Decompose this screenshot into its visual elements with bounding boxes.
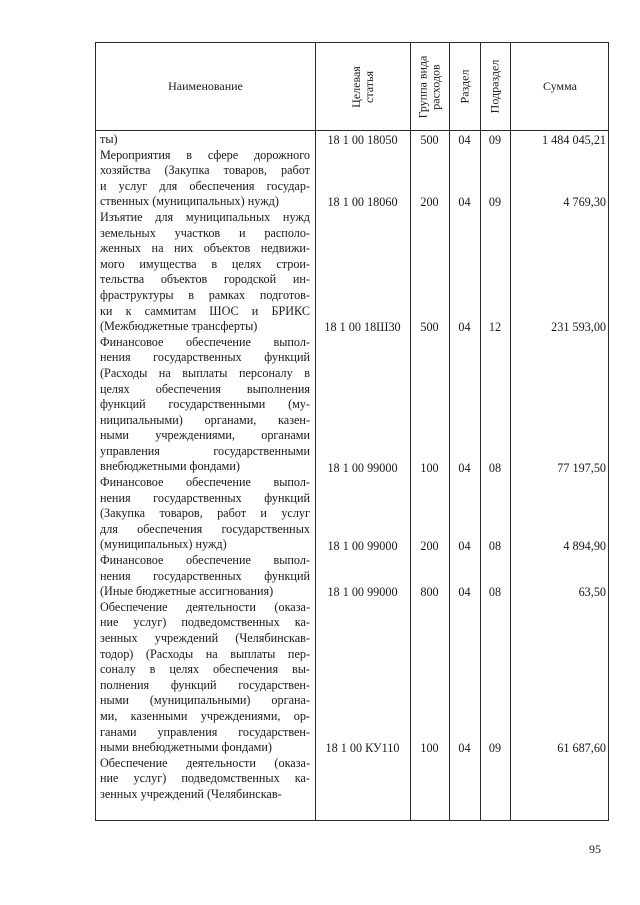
header-sum (510, 43, 610, 130)
row-group: 500 (420, 320, 439, 335)
name-column (100, 132, 310, 803)
row-name-line: внебюджетными фондами) (100, 459, 240, 474)
row-name-line: (Расходы на выплаты персоналу в (100, 365, 310, 380)
row-name-line: ными внебюджетными фондами) (100, 740, 272, 755)
row-name-line: полнения функций государствен- (100, 677, 310, 692)
row-name-line: для обеспечения государственных (100, 521, 310, 536)
header-group-line2: расходов (428, 63, 443, 110)
row-subsection: 08 (488, 538, 502, 553)
page-number: 95 (589, 842, 601, 856)
row-name-line: (Межбюджетные трансферты) (100, 319, 258, 334)
row-name-line: ты) (100, 132, 118, 146)
row-name-line: Обеспечение деятельности (оказа- (100, 599, 310, 614)
row-name-line: зенных учреждений (Челябинскав- (100, 786, 282, 801)
row-subsection: 08 (488, 585, 502, 600)
row-name-line: тодор) (Расходы на выплаты пер- (100, 646, 310, 661)
row-subsection: 09 (488, 195, 502, 210)
row-sum: 231 593,00 (551, 320, 606, 335)
row-name-line: целях обеспечения выполнения (100, 381, 310, 396)
row-group: 800 (420, 585, 439, 600)
row-target: 18 1 00 КУ110 (325, 741, 400, 756)
row-name (100, 600, 310, 756)
row-sum: 77 197,50 (557, 460, 606, 475)
row-name-line: хозяйства (Закупка товаров, работ (100, 163, 310, 178)
row-name-line: ганами управления государствен- (100, 724, 310, 739)
row-target: 18 1 00 18Ш30 (324, 320, 401, 335)
row-name (100, 210, 310, 335)
row-sum: 1 484 045,21 (542, 133, 606, 147)
row-section: 04 (458, 195, 471, 210)
row-section: 04 (458, 741, 471, 756)
row-subsection: 09 (488, 741, 502, 756)
row-group: 200 (420, 538, 439, 553)
column-divider (449, 43, 450, 820)
row-name-line: Изъятие для муниципальных нужд (100, 209, 310, 224)
header-name-label: Наименование (168, 79, 243, 93)
header-target (315, 43, 410, 130)
row-name-line: соналу в целях обеспечения вы- (100, 662, 310, 677)
row-name-line: управления государственными (100, 443, 310, 458)
row-name-line: Финансовое обеспечение выпол- (100, 475, 310, 490)
row-name-line: ние услуг) подведомственных ка- (100, 615, 310, 630)
header-group (410, 43, 449, 130)
row-name-line: нения государственных функций (100, 490, 310, 505)
column-divider (480, 43, 481, 820)
row-group: 200 (420, 195, 439, 210)
row-name (100, 148, 310, 210)
row-section: 04 (458, 320, 471, 335)
header-group-line1: Группа вида (415, 55, 430, 118)
column-divider (315, 43, 316, 820)
row-section: 04 (458, 460, 471, 475)
row-section: 04 (458, 585, 471, 600)
row-name-line: (муниципальных) нужд) (100, 537, 227, 552)
row-name-line: женных на них объектов недвижи- (100, 241, 310, 256)
row-name-line: и услуг для обеспечения государ- (100, 178, 310, 193)
row-target: 18 1 00 18060 (327, 195, 398, 210)
row-target: 18 1 00 18050 (327, 133, 398, 147)
row-name-line: нения государственных функций (100, 350, 310, 365)
row-subsection: 12 (488, 320, 502, 335)
row-name-line: ными (муниципальными) органа- (100, 693, 310, 708)
header-group-label (417, 55, 443, 118)
row-section: 04 (458, 538, 471, 553)
row-name-line: Обеспечение деятельности (оказа- (100, 755, 310, 770)
row-name-line: тельства объектов городской ин- (100, 272, 310, 287)
header-subsection-label: Подраздел (487, 59, 502, 114)
row-name-line: функций государственными (му- (100, 397, 310, 412)
row-section: 04 (458, 133, 471, 147)
row-name (100, 335, 310, 475)
row-sum: 63,50 (578, 585, 606, 600)
row-name (100, 132, 310, 148)
row-name-line: Финансовое обеспечение выпол- (100, 553, 310, 568)
row-target: 18 1 00 99000 (327, 460, 398, 475)
row-name-line: ственных (муниципальных) нужд) (100, 194, 279, 209)
header-target-line1: Целевая (348, 65, 363, 108)
column-divider (410, 43, 411, 820)
row-name-line: ми, казенными учреждениями, ор- (100, 708, 310, 723)
header-section (449, 43, 480, 130)
row-name-line: ние услуг) подведомственных ка- (100, 771, 310, 786)
row-sum: 4 769,30 (563, 195, 606, 210)
row-name-line: фраструктуры в рамках подготов- (100, 287, 310, 302)
header-divider (96, 130, 608, 131)
header-name (96, 43, 315, 130)
row-name-line: ниципальными) органами, казен- (100, 412, 310, 427)
row-group: 500 (420, 133, 439, 147)
header-target-line2: статья (361, 70, 376, 103)
header-sum-label: Сумма (543, 79, 577, 93)
row-subsection: 09 (488, 133, 502, 147)
row-target: 18 1 00 99000 (327, 585, 398, 600)
row-group: 100 (420, 460, 439, 475)
row-group: 100 (420, 741, 439, 756)
row-name-line: ки к саммитам ШОС и БРИКС (100, 303, 310, 318)
row-subsection: 08 (488, 460, 502, 475)
row-name-line: ными учреждениями, органами (100, 428, 310, 443)
row-target: 18 1 00 99000 (327, 538, 398, 553)
row-name-line: Финансовое обеспечение выпол- (100, 334, 310, 349)
row-name-line: мого имущества в целях строи- (100, 256, 310, 271)
row-name (100, 756, 310, 803)
row-sum: 4 894,90 (563, 538, 606, 553)
row-sum: 61 687,60 (557, 741, 606, 756)
header-subsection (480, 43, 510, 130)
header-target-label (349, 66, 375, 108)
row-name (100, 553, 310, 600)
row-name-line: зенных учреждений (Челябинскав- (100, 631, 310, 645)
row-name (100, 475, 310, 553)
header-section-label: Раздел (457, 69, 472, 104)
row-name-line: (Иные бюджетные ассигнования) (100, 584, 274, 599)
row-name-line: нения государственных функций (100, 568, 310, 583)
budget-table (95, 42, 609, 821)
row-name-line: (Закупка товаров, работ и услуг (100, 506, 310, 521)
row-name-line: Мероприятия в сфере дорожного (100, 147, 310, 162)
row-name-line: земельных участков и располо- (100, 225, 310, 240)
column-divider (510, 43, 511, 820)
